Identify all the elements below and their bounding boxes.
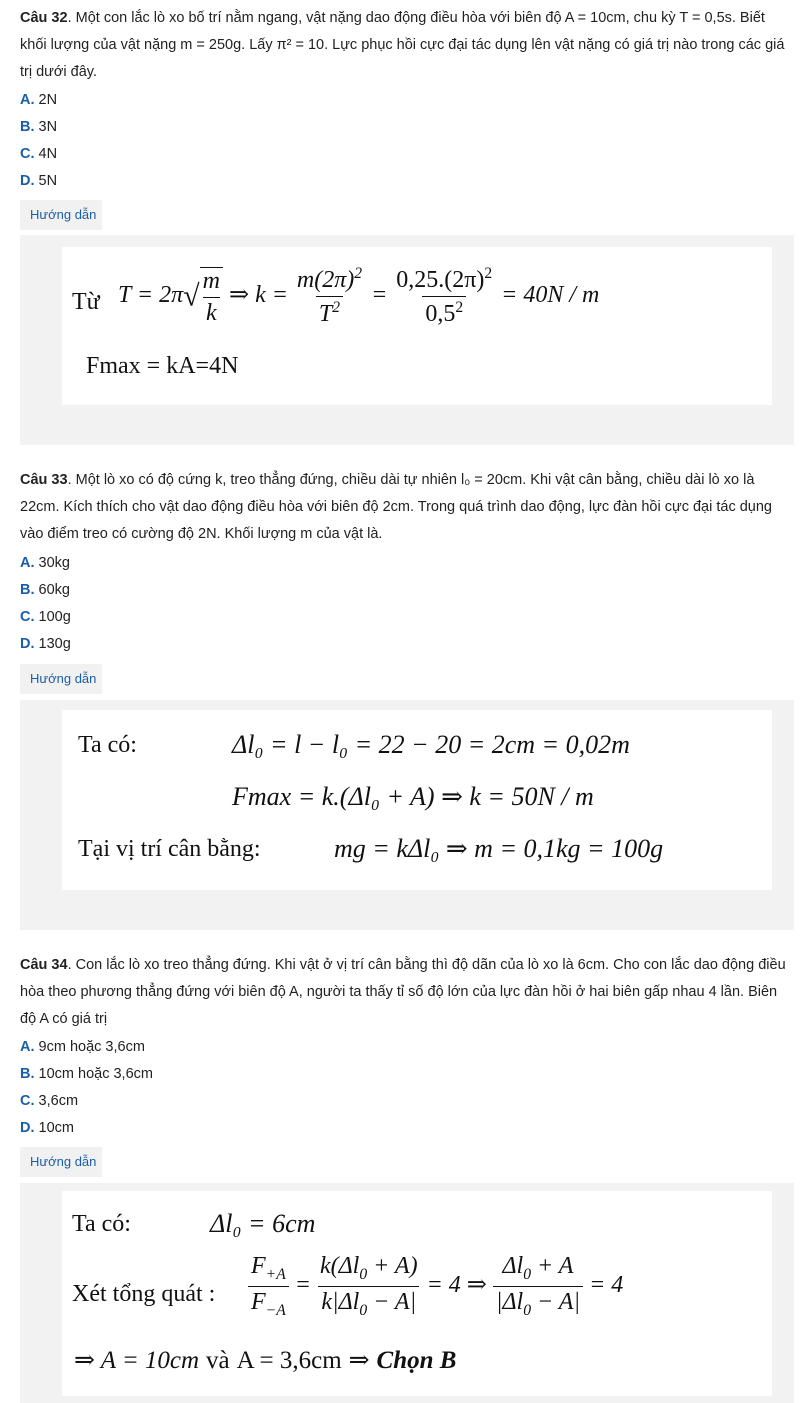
solution-card (62, 710, 772, 890)
option-b[interactable]: B. 3N (20, 119, 58, 135)
answer-choice: Chọn B (376, 1347, 457, 1374)
solution-equation-2: $\frac{F_{+A}}{F_{-A}}$ = $\frac{k(\Delta l_0 + A)}{k|\Delta l_0 - A|}$ = 4 ⇒ $\frac{\Delta l_0 + A}{|\Delta l_0 - A|}$ = 4 (248, 1253, 623, 1320)
solution-label-xet: Xét tổng quát : (72, 1281, 216, 1307)
option-b[interactable]: B. 10cm hoặc 3,6cm (20, 1066, 153, 1082)
option-b[interactable]: B. 60kg (20, 582, 70, 598)
question-32-text: Câu 32. Một con lắc lò xo bố trí nằm ngang, vật nặng dao động điều hòa với biên độ A = 10cm, chu kỳ T = 0,5s. Biết khối lượng của vật nặng m = 250g. Lấy π² = 10. Lực phục hồi cực đại tác dụng lên vật nặng có giá trị nào trong các giá trị dưới đây. (20, 10, 785, 80)
option-a[interactable]: A. 30kg (20, 555, 70, 571)
hint-button[interactable]: Hướng dẫn (20, 200, 102, 230)
solution-card (62, 247, 772, 405)
solution-label-taco: Ta có: (72, 1211, 131, 1237)
solution-panel (20, 700, 794, 930)
solution-label-taco: Ta có: (78, 732, 137, 758)
hint-button[interactable]: Hướng dẫn (20, 1147, 102, 1177)
solution-panel (20, 235, 794, 445)
solution-equation-1: Δl₀ = 6cm (210, 1209, 316, 1238)
question-label: Câu 34 (20, 957, 68, 973)
solution-card (62, 1191, 772, 1396)
option-a[interactable]: A. 2N (20, 92, 58, 108)
solution-equation-1: T = 2π√ $\frac{m}{k}$ ⇒ k = $\frac{m(2\pi)^2}{T^2}$ = $\frac{0,25.(2\pi)^2}{0,5^2}$ = 40N / m (118, 265, 600, 327)
solution-prefix: Từ (72, 289, 100, 315)
solution-equation-3: mg = kΔl₀ ⇒ m = 0,1kg = 100g (334, 834, 664, 863)
option-c[interactable]: C. 4N (20, 146, 58, 162)
option-c[interactable]: C. 3,6cm (20, 1093, 79, 1109)
question-label: Câu 32 (20, 10, 68, 26)
option-d[interactable]: D. 130g (20, 636, 71, 652)
question-33-text: Câu 33. Một lò xo có độ cứng k, treo thẳng đứng, chiều dài tự nhiên l₀ = 20cm. Khi vật cân bằng, chiều dài lò xo là 22cm. Kích thích cho vật dao động điều hòa với biên độ 2cm. Trong quá trình dao động, lực đàn hồi cực đại tác dụng vào điểm treo có cường độ 2N. Khối lượng m của vật là. (20, 472, 772, 542)
question-34-text: Câu 34. Con lắc lò xo treo thẳng đứng. Khi vật ở vị trí cân bằng thì độ dãn của lò xo là 6cm. Cho con lắc dao động điều hòa theo phương thẳng đứng với biên độ A, người ta thấy tỉ số độ lớn của lực đàn hồi ở hai biên gấp nhau 4 lần. Biên độ A có giá trị (20, 957, 786, 1027)
option-c[interactable]: C. 100g (20, 609, 71, 625)
option-d[interactable]: D. 5N (20, 173, 58, 189)
solution-equation-2: Fmax = kA=4N (86, 353, 239, 379)
question-label: Câu 33 (20, 472, 68, 488)
solution-panel (20, 1183, 794, 1403)
solution-label-vitri: Tại vị trí cân bằng: (78, 836, 261, 862)
solution-equation-3: ⇒ A = 10cm và A = 3,6cm ⇒ Chọn B (74, 1347, 457, 1374)
option-d[interactable]: D. 10cm (20, 1120, 74, 1136)
hint-button[interactable]: Hướng dẫn (20, 664, 102, 694)
option-a[interactable]: A. 9cm hoặc 3,6cm (20, 1039, 145, 1055)
solution-equation-1: Δl₀ = l − l₀ = 22 − 20 = 2cm = 0,02m (232, 730, 630, 759)
solution-equation-2: Fmax = k.(Δl₀ + A) ⇒ k = 50N / m (232, 782, 594, 811)
